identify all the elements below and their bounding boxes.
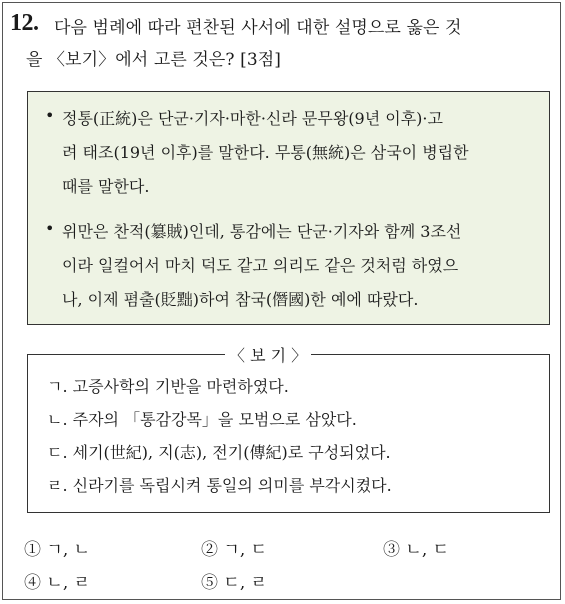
passage-p2-line3: 나, 이제 폄출(貶黜)하여 참국(僭國)한 예에 따랐다. — [62, 290, 419, 309]
bogi-item-digeut: ㄷ. 세기(世紀), 지(志), 전기(傳紀)로 구성되었다. — [47, 443, 391, 462]
question-stem-line2: 을 〈보기〉에서 고른 것은? [3점] — [26, 50, 282, 70]
bogi-item-giyeok: ㄱ. 고증사학의 기반을 마련하였다. — [47, 377, 289, 396]
passage-bullet-2: • — [45, 219, 55, 238]
choice-4[interactable]: ④ ㄴ, ㄹ — [24, 573, 91, 593]
bogi-item-nieun: ㄴ. 주자의 「통감강목」을 모범으로 삼았다. — [47, 410, 357, 429]
choice-2[interactable]: ② ㄱ, ㄷ — [201, 540, 268, 560]
choice-5[interactable]: ⑤ ㄷ, ㄹ — [201, 573, 268, 593]
passage-p1-line3: 때를 말한다. — [62, 177, 150, 196]
question-stem-line1: 다음 범례에 따라 편찬된 사서에 대한 설명으로 옳은 것 — [54, 18, 462, 38]
question-number: 12. — [10, 10, 39, 36]
passage-bullet-1: • — [45, 106, 55, 125]
passage-p2-line2: 이라 일컬어서 마치 덕도 같고 의리도 같은 것처럼 하였으 — [62, 256, 459, 275]
choice-3[interactable]: ③ ㄴ, ㄷ — [383, 540, 450, 560]
passage-p2-line1: 위만은 찬적(簒賊)인데, 통감에는 단군·기자와 함께 3조선 — [62, 222, 462, 241]
bogi-item-rieul: ㄹ. 신라기를 독립시켜 통일의 의미를 부각시켰다. — [47, 476, 392, 495]
passage-p1-line2: 려 태조(19년 이후)를 말한다. 무통(無統)은 삼국이 병립한 — [62, 143, 469, 162]
bogi-title: 〈 보 기 〉 — [225, 343, 311, 366]
choice-1[interactable]: ① ㄱ, ㄴ — [24, 540, 91, 560]
passage-p1-line1: 정통(正統)은 단군·기자·마한·신라 문무왕(9년 이후)·고 — [62, 109, 443, 128]
